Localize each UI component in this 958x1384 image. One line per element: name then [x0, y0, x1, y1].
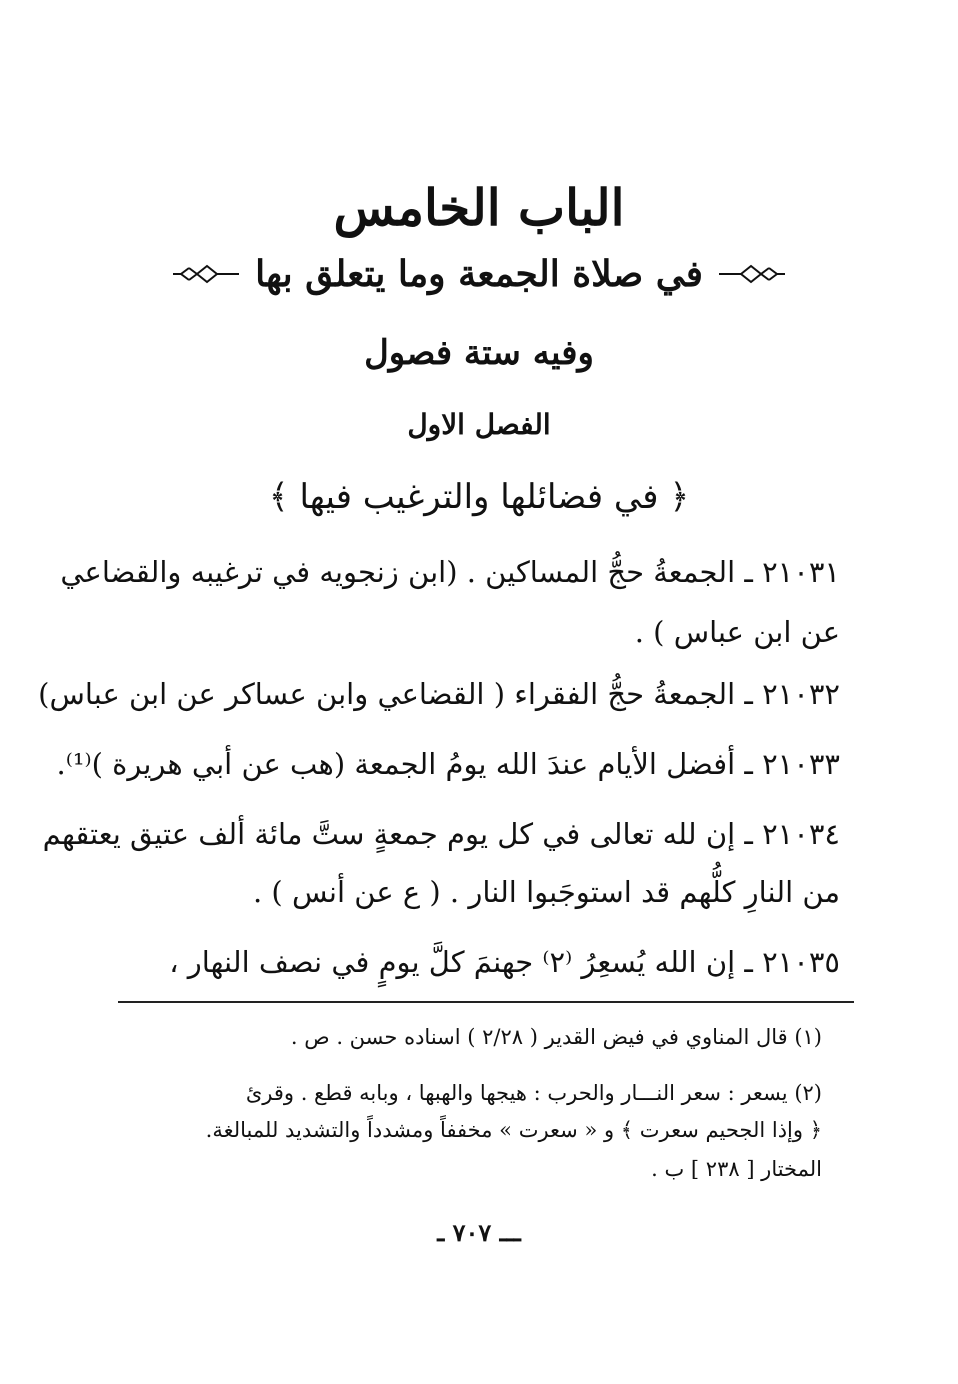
page-number: ـــ ٧٠٧ ـ [437, 1218, 521, 1247]
footnote-line: ﴿ وإذا الجحيم سعرت ﴾ و « سعرت » مخففاً ومشدداً والتشديد للمبالغة. [205, 1118, 822, 1142]
hadith-line: ٢١٠٣٥ ـ إن الله يُسعِرُ ⁽٢⁾ جهنمَ كلَّ يومٍ في نصف النهار ، [169, 945, 840, 979]
section-subtitle: في صلاة الجمعة وما يتعلق بها [255, 253, 703, 295]
footnote-divider [118, 1001, 854, 1003]
hadith-line: ٢١٠٣٣ ـ أفضل الأيام عندَ الله يومُ الجمعة (هب عن أبي هريرة )⁽¹⁾. [56, 747, 840, 781]
footnote-line: المختار [ ٢٣٨ ] ب . [651, 1157, 822, 1181]
hadith-line: عن ابن عباس ) . [634, 615, 840, 649]
hadith-line: ٢١٠٣١ ـ الجمعةُ حجُّ المساكين . (ابن زنجويه في ترغيبه والقضاعي [60, 555, 840, 589]
hadith-line: ٢١٠٣٢ ـ الجمعةُ حجُّ الفقراء ( القضاعي وابن عساكر عن ابن عباس) [38, 677, 840, 711]
hadith-line: ٢١٠٣٤ ـ إن لله تعالى في كل يوم جمعةٍ ستَّ مائة ألف عتيق يعتقهم [42, 817, 840, 851]
footnote-line: (٢) يسعر : سعر النـــار والحرب : هيجها والهبها ، وبابه قطع . وقرئ [245, 1081, 822, 1105]
hadith-line: من النارِ كلُّهم قد استوجَبوا النار . ( ع عن أنس ) . [252, 875, 840, 909]
chapter-heading: الفصل الاول [407, 408, 551, 441]
sections-count: وفيه ستة فصول [364, 333, 594, 373]
footnote-line: (١) قال المناوي في فيض القدير ( ٢/٢٨ ) اسناده حسن . ص . [290, 1025, 822, 1049]
chapter-subheading: ﴿ في فضائلها والترغيب فيها ﴾ [268, 477, 690, 517]
ornament-right-icon [717, 262, 787, 286]
subtitle-row [0, 252, 958, 296]
section-title: الباب الخامس [333, 178, 625, 237]
ornament-left-icon [171, 262, 241, 286]
